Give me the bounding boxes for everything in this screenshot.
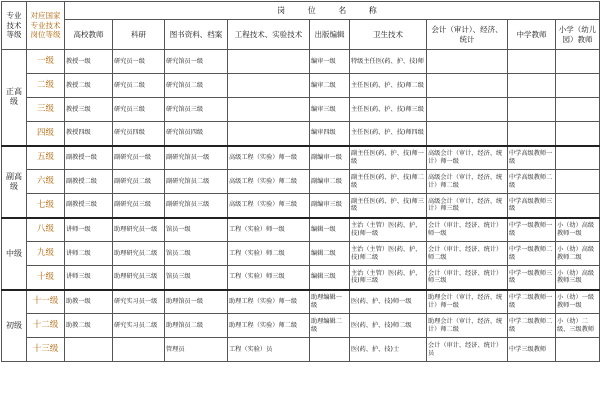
table-cell [556,50,600,74]
col-header: 中学教师 [508,20,556,50]
table-cell: 馆员三级 [165,266,228,290]
table-cell: 研究员二级 [113,74,165,98]
national-level-header: 对应国家专业技术岗位等级 [27,2,65,50]
table-cell: 副研究馆员三级 [165,194,228,218]
table-cell: 馆员一级 [165,218,228,242]
table-cell: 教授三级 [65,98,113,122]
level-cell: 二级 [27,74,65,98]
table-cell: 小（幼）高级教师一级 [556,218,600,242]
table-cell: 研究员一级 [113,50,165,74]
table-cell: 主治（主管）医(药、护、技)师二级 [350,242,427,266]
table-cell [427,122,508,146]
level-cell: 十一级 [27,290,65,314]
table-cell: 高级工程（实验）师三级 [228,194,310,218]
level-cell: 六级 [27,170,65,194]
table-cell: 助教一级 [65,290,113,314]
table-cell: 助理工程（实验）师一级 [228,290,310,314]
table-cell [310,338,350,362]
table-cell [556,98,600,122]
table-cell: 小（幼）一级教师一级 [556,290,600,314]
table-cell: 会计（审计、经济、统计）员 [427,338,508,362]
table-cell: 管理员 [165,338,228,362]
table-cell: 研究员三级 [113,98,165,122]
table-cell: 编审一级 [310,50,350,74]
table-cell: 高级会计（审计、经济、统计）师一级 [427,146,508,170]
table-cell: 中学一级教师一级 [508,218,556,242]
table-cell: 中学二级教师一级 [508,290,556,314]
table-cell: 高级会计（审计、经济、统计）师三级 [427,194,508,218]
table-cell: 研究实习员二级 [113,314,165,338]
table-cell: 主治（主管）医(药、护、技)师三级 [350,266,427,290]
table-cell: 副教授二级 [65,170,113,194]
table-cell [228,122,310,146]
table-cell: 编审四级 [310,122,350,146]
category-cell: 中级 [2,218,27,290]
table-cell [556,74,600,98]
table-cell: 编辑二级 [310,242,350,266]
table-cell: 会计（审计、经济、统计）师二级 [427,242,508,266]
col-header: 工程技术、实验技术 [228,20,310,50]
table-cell [508,50,556,74]
level-cell: 十二级 [27,314,65,338]
table-cell: 副编审三级 [310,194,350,218]
table-cell: 医(药、护、技)师一级 [350,290,427,314]
col-header: 小学（幼儿园）教师 [556,20,600,50]
table-row [2,98,600,122]
table-cell: 助理馆员二级 [165,314,228,338]
table-row [2,266,600,290]
table-cell: 副主任医(药、护、技)师二级 [350,170,427,194]
table-cell: 教授一级 [65,50,113,74]
table-cell [556,170,600,194]
table-cell: 助理会计（审计、经济、统计）师二级 [427,314,508,338]
table-cell: 助理研究员二级 [113,242,165,266]
table-cell: 高级会计（审计、经济、统计）师二级 [427,170,508,194]
table-cell: 小（幼）二级、三级教师 [556,314,600,338]
table-cell: 高级工程（实验）师一级 [228,146,310,170]
level-cell: 七级 [27,194,65,218]
table-cell: 小（幼）高级教师三级 [556,266,600,290]
table-cell: 主任医(药、护、技)师四级 [350,122,427,146]
table-row [2,50,600,74]
col-header: 科研 [113,20,165,50]
table-cell: 研究员四级 [113,122,165,146]
table-cell: 工程（实验）师一级 [228,218,310,242]
table-row [2,218,600,242]
col-header: 出版编辑 [310,20,350,50]
table-cell: 助理编辑一级 [310,290,350,314]
table-cell: 助理研究员三级 [113,266,165,290]
table-cell: 会计（审计、经济、统计）师三级 [427,266,508,290]
table-cell: 副研究员一级 [113,146,165,170]
table-cell: 副编审一级 [310,146,350,170]
table-cell: 研究馆员二级 [165,74,228,98]
table-cell [427,74,508,98]
table-cell: 讲师二级 [65,242,113,266]
table-cell: 教授二级 [65,74,113,98]
table-cell: 工程（实验）师二级 [228,242,310,266]
table-cell: 工程（实验）师三级 [228,266,310,290]
col-header: 卫生技术 [350,20,427,50]
table-row [2,146,600,170]
table-cell: 中学高级教师三级 [508,194,556,218]
table-cell: 编辑一级 [310,218,350,242]
level-cell: 一级 [27,50,65,74]
post-level-table [1,1,600,362]
table-cell: 副教授一级 [65,146,113,170]
table-cell [508,74,556,98]
table-cell [556,338,600,362]
table-cell: 特级主任医(药、护、技)师 [350,50,427,74]
table-cell: 副研究员三级 [113,194,165,218]
table-cell: 中学高级教师二级 [508,170,556,194]
table-cell: 助理研究员一级 [113,218,165,242]
table-cell: 助理工程（实验）师二级 [228,314,310,338]
col-header: 高校教师 [65,20,113,50]
table-cell [556,194,600,218]
category-header: 专业技术等级 [2,2,27,50]
table-cell [228,50,310,74]
table-cell: 助理馆员一级 [165,290,228,314]
table-cell: 教授四级 [65,122,113,146]
table-cell: 研究馆员一级 [165,50,228,74]
table-cell: 中学高级教师一级 [508,146,556,170]
table-cell: 中学一级教师三级 [508,266,556,290]
table-cell [113,338,165,362]
level-cell: 九级 [27,242,65,266]
table-row [2,338,600,362]
table-cell [508,122,556,146]
col-header: 会计（审计）、经济、统计 [427,20,508,50]
table-cell [427,50,508,74]
level-cell: 五级 [27,146,65,170]
category-cell: 正高级 [2,50,27,146]
table-cell: 副教授三级 [65,194,113,218]
table-cell: 编审二级 [310,74,350,98]
table-row [2,74,600,98]
table-cell: 会计（审计、经济、统计）师一级 [427,218,508,242]
table-cell: 中学二级教师二级 [508,314,556,338]
level-cell: 四级 [27,122,65,146]
table-cell: 助理会计（审计、经济、统计）师一级 [427,290,508,314]
table-cell [556,122,600,146]
level-cell: 十三级 [27,338,65,362]
col-header: 图书资料、档案 [165,20,228,50]
table-row [2,122,600,146]
table-cell: 小（幼）高级教师二级 [556,242,600,266]
level-cell: 八级 [27,218,65,242]
table-cell: 助教二级 [65,314,113,338]
table-row [2,170,600,194]
table-cell: 编辑三级 [310,266,350,290]
table-cell [228,74,310,98]
category-cell: 副高级 [2,146,27,218]
table-cell: 研究实习员一级 [113,290,165,314]
table-cell [556,146,600,170]
table-cell: 副研究馆员一级 [165,146,228,170]
table-cell: 中学三级教师 [508,338,556,362]
post-title-header: 岗 位 名 称 [65,2,600,20]
table-cell: 馆员二级 [165,242,228,266]
level-cell: 三级 [27,98,65,122]
table-cell [427,98,508,122]
table-cell: 研究馆员三级 [165,98,228,122]
table-row [2,194,600,218]
table-cell: 助理编辑二级 [310,314,350,338]
table-cell: 医(药、护、技)士 [350,338,427,362]
table-cell [65,338,113,362]
table-cell: 副研究员二级 [113,170,165,194]
table-row [2,314,600,338]
table-cell: 副编审二级 [310,170,350,194]
table-cell: 主任医(药、护、技)师三级 [350,98,427,122]
table-cell: 中学一级教师二级 [508,242,556,266]
table-cell: 讲师三级 [65,266,113,290]
table-cell: 主任医(药、护、技)师二级 [350,74,427,98]
table-cell: 主治（主管）医(药、护、技)师一级 [350,218,427,242]
table-cell: 副主任医(药、护、技)师三级 [350,194,427,218]
table-cell: 高级工程（实验）师二级 [228,170,310,194]
table-cell: 副主任医(药、护、技)师一级 [350,146,427,170]
table-cell: 编审三级 [310,98,350,122]
level-cell: 十级 [27,266,65,290]
table-cell: 工程（实验）员 [228,338,310,362]
table-cell: 副研究馆员二级 [165,170,228,194]
table-cell: 研究馆员四级 [165,122,228,146]
table-row [2,290,600,314]
table-cell: 讲师一级 [65,218,113,242]
category-cell: 初级 [2,290,27,362]
table-cell [508,98,556,122]
table-cell [228,98,310,122]
table-row [2,242,600,266]
table-cell: 医(药、护、技)师二级 [350,314,427,338]
